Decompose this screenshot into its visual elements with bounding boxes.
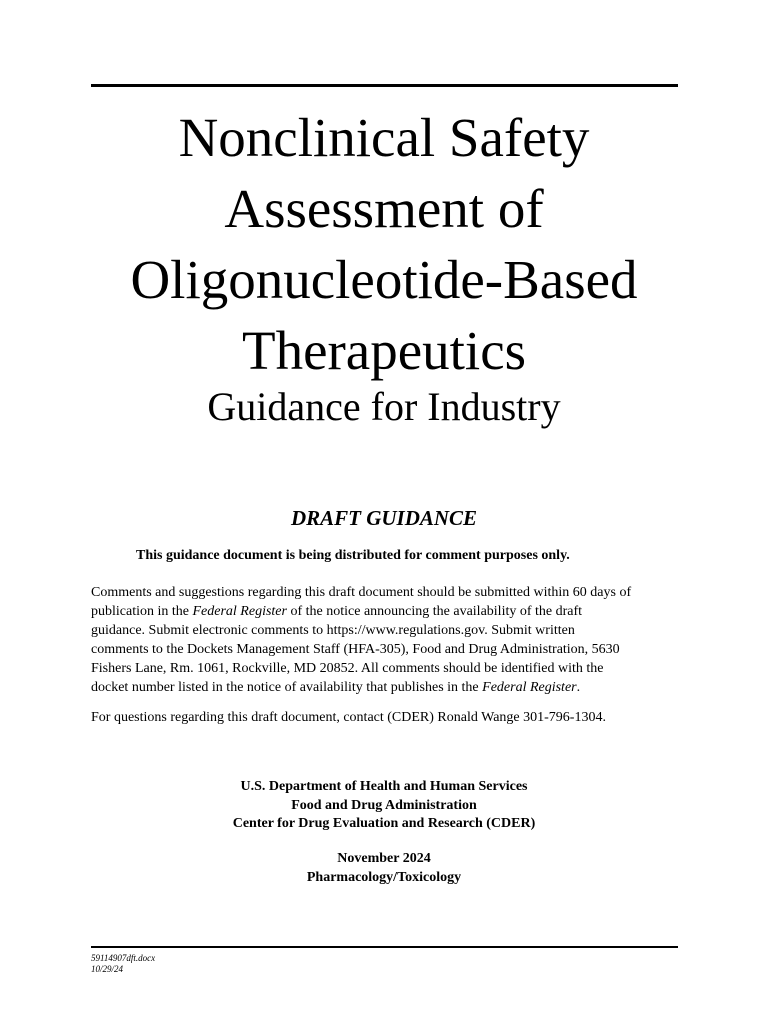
document-subtitle: Guidance for Industry <box>207 384 561 429</box>
agency-block <box>60 778 708 834</box>
title-line-1: Nonclinical Safety <box>178 107 590 168</box>
comments-line-5: Fishers Lane, Rm. 1061, Rockville, MD 20852. All comments should be identified with the <box>91 661 604 676</box>
date-block <box>60 850 708 887</box>
comments-line-1: Comments and suggestions regarding this draft document should be submitted within 60 days of <box>91 585 632 600</box>
comment-purpose-notice: This guidance document is being distributed for comment purposes only. <box>136 548 570 563</box>
agency-department: U.S. Department of Health and Human Services <box>240 779 528 794</box>
footer-filename: 59114907dft.docx <box>91 953 156 963</box>
agency-administration: Food and Drug Administration <box>291 797 477 813</box>
comments-line-2 <box>91 602 691 621</box>
draft-guidance-heading: DRAFT GUIDANCE <box>290 506 478 530</box>
bottom-rule <box>91 946 678 948</box>
comments-line-2-post: of the notice announcing the availability of the draft <box>286 604 583 619</box>
comments-paragraph <box>91 583 691 697</box>
publication-date: November 2024 <box>337 851 431 866</box>
comments-line-6 <box>91 678 691 697</box>
top-rule <box>91 84 678 87</box>
comments-line-2-pre: publication in the <box>91 604 193 619</box>
comments-line-6-post: . <box>576 680 581 695</box>
federal-register-ref-1: Federal Register <box>192 604 287 619</box>
comments-line-6-pre: docket number listed in the notice of availability that publishes in the <box>91 680 483 695</box>
document-title <box>60 102 708 386</box>
title-line-3: Oligonucleotide-Based <box>130 249 638 310</box>
title-line-2: Assessment of <box>224 178 544 239</box>
footer <box>91 953 155 975</box>
comments-line-3: guidance. Submit electronic comments to https://www.regulations.gov. Submit written <box>91 623 575 638</box>
guidance-category: Pharmacology/Toxicology <box>306 869 462 885</box>
footer-date: 10/29/24 <box>91 964 124 974</box>
federal-register-ref-2: Federal Register <box>482 680 577 695</box>
title-line-4: Therapeutics <box>241 320 527 381</box>
comments-line-4: comments to the Dockets Management Staff (HFA-305), Food and Drug Administration, 5630 <box>91 642 620 657</box>
contact-paragraph: For questions regarding this draft document, contact (CDER) Ronald Wange 301-796-1304. <box>91 710 606 725</box>
agency-center: Center for Drug Evaluation and Research (CDER) <box>232 816 536 831</box>
